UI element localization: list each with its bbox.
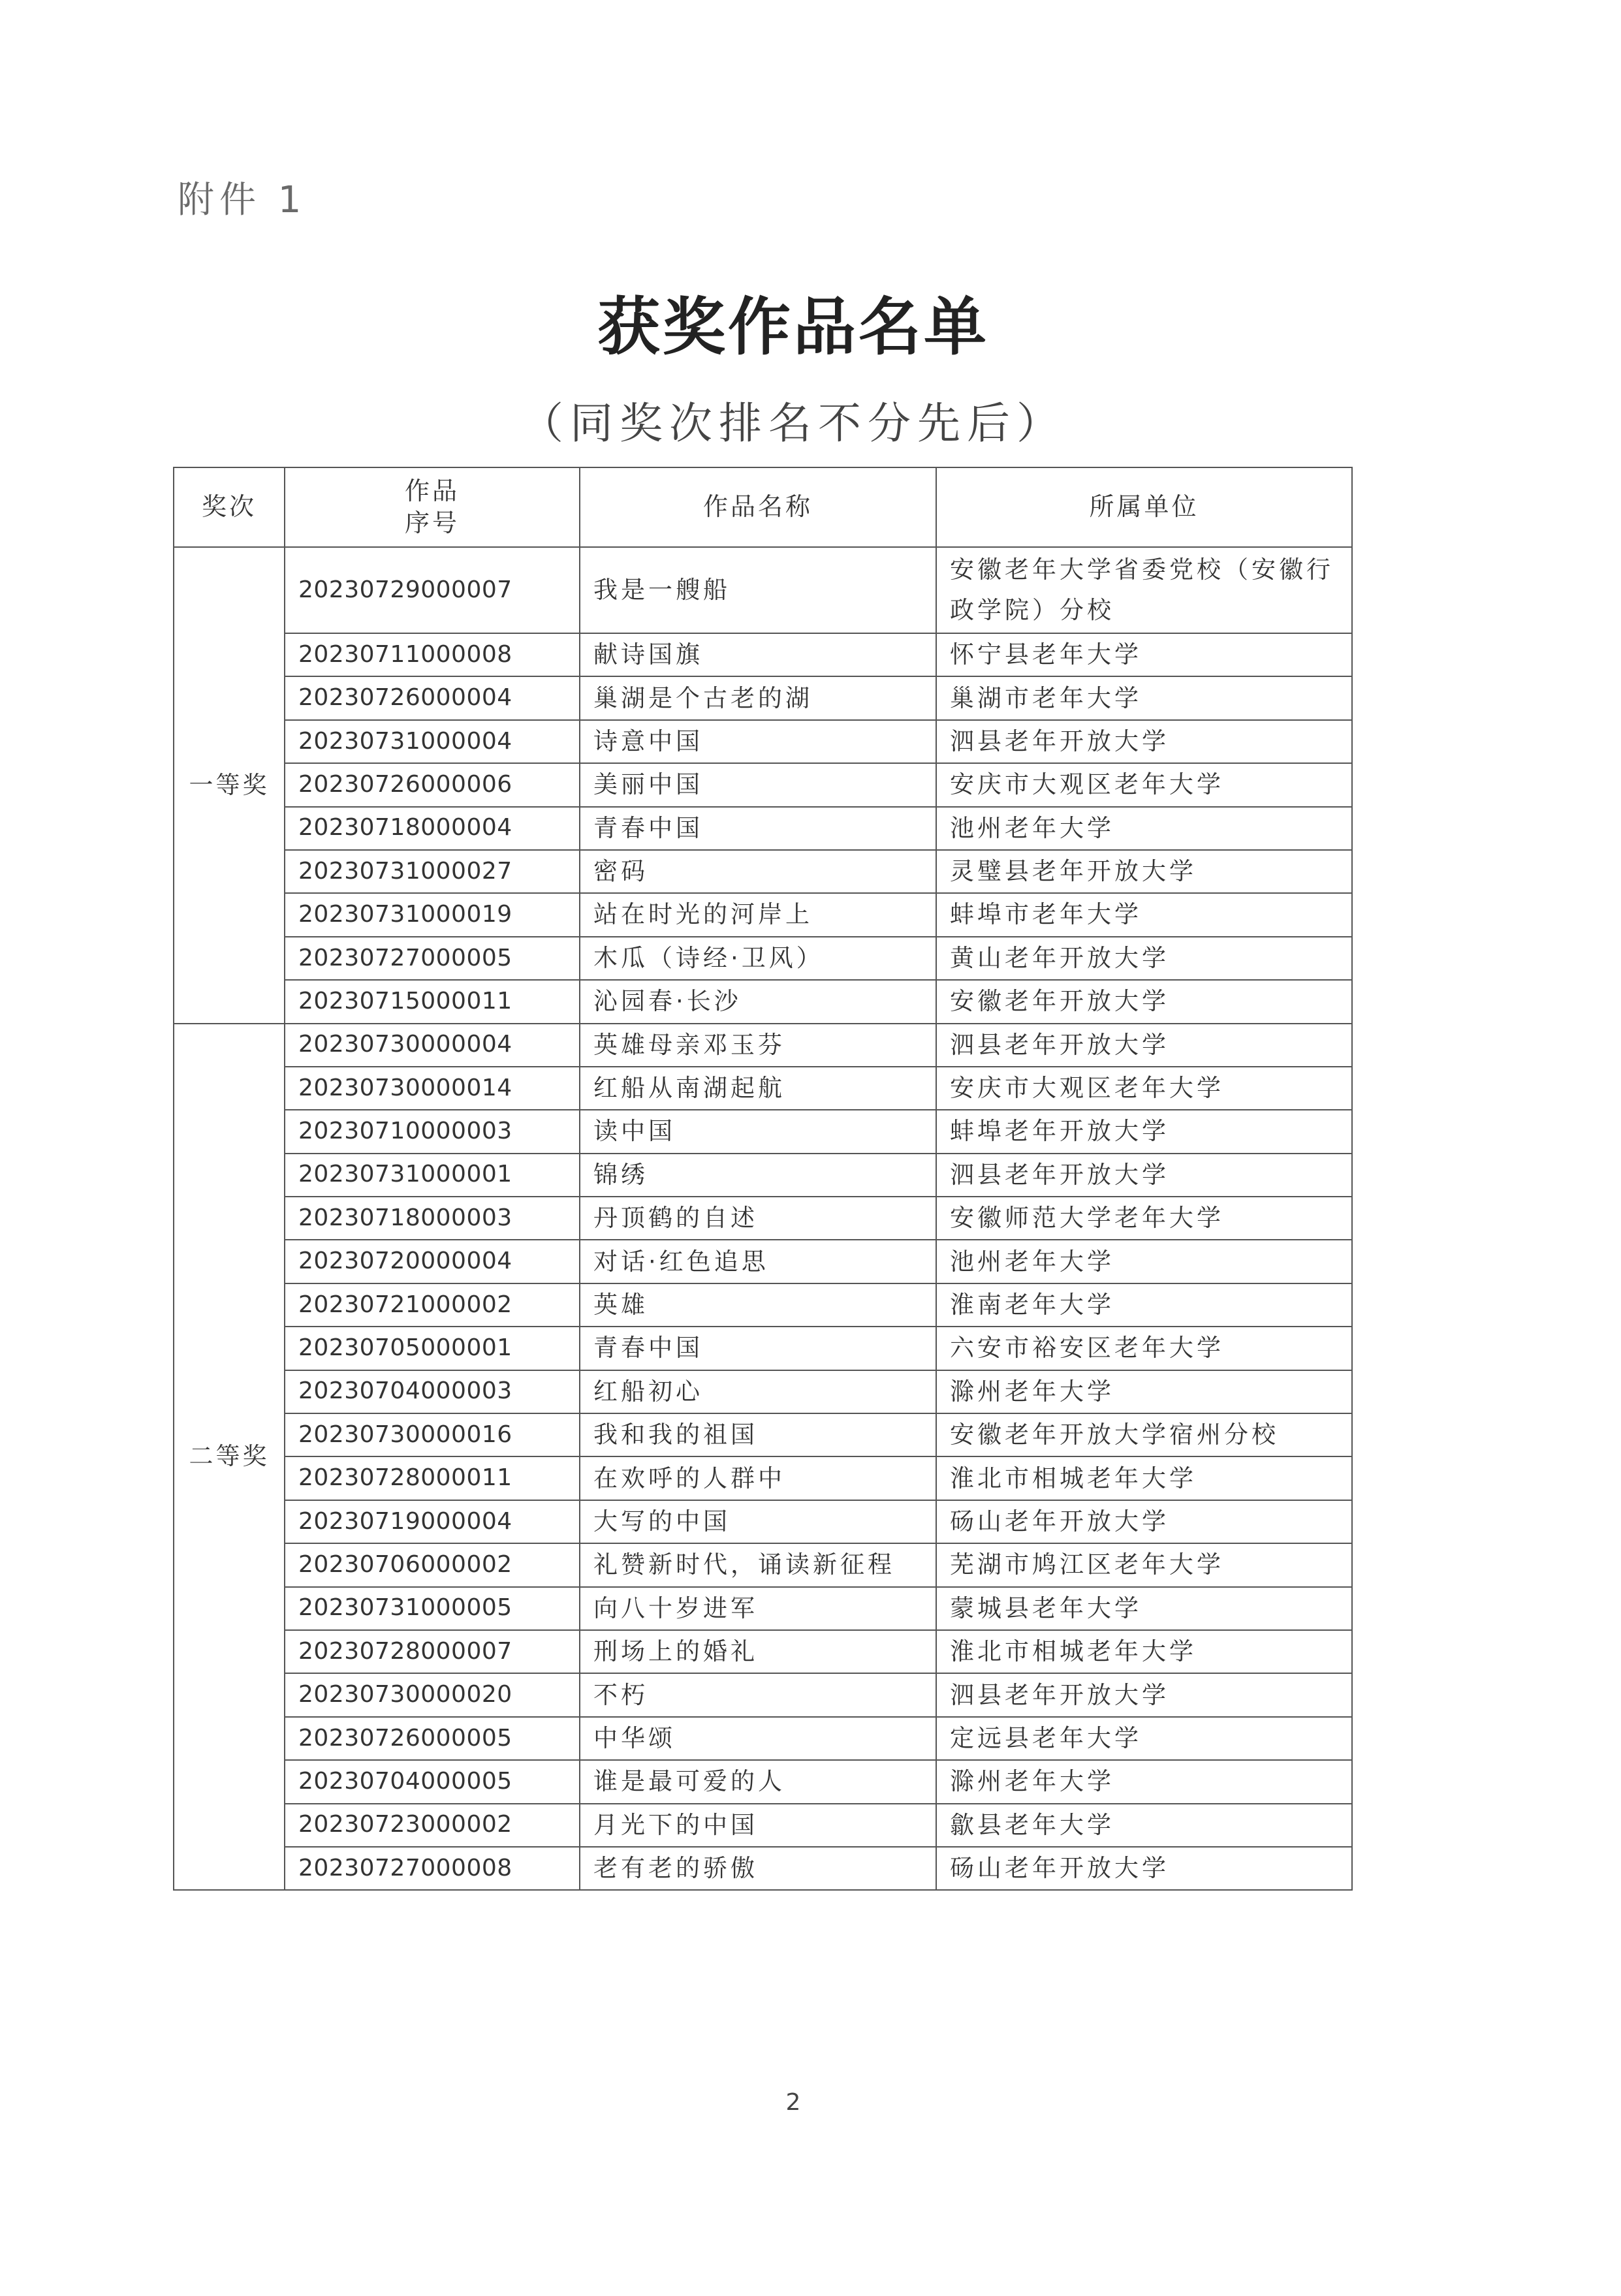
header-level: 奖次 bbox=[174, 467, 285, 547]
serial-cell: 20230730000014 bbox=[285, 1067, 580, 1110]
serial-cell: 20230705000001 bbox=[285, 1327, 580, 1370]
unit-cell: 砀山老年开放大学 bbox=[936, 1847, 1352, 1890]
table-row bbox=[174, 720, 1352, 763]
serial-cell: 20230715000011 bbox=[285, 980, 580, 1023]
unit-cell: 安徽老年大学省委党校（安徽行政学院）分校 bbox=[936, 547, 1352, 633]
work-title-cell: 老有老的骄傲 bbox=[580, 1847, 936, 1890]
table-body bbox=[174, 547, 1352, 1890]
table-row bbox=[174, 1760, 1352, 1803]
work-title-cell: 锦绣 bbox=[580, 1154, 936, 1197]
unit-cell: 滁州老年大学 bbox=[936, 1760, 1352, 1803]
document-title: 获奖作品名单 bbox=[597, 290, 989, 364]
work-title-cell: 密码 bbox=[580, 850, 936, 893]
work-title-cell: 诗意中国 bbox=[580, 720, 936, 763]
work-title-cell: 谁是最可爱的人 bbox=[580, 1760, 936, 1803]
work-title-cell: 不朽 bbox=[580, 1673, 936, 1716]
serial-cell: 20230731000005 bbox=[285, 1587, 580, 1630]
serial-cell: 20230730000020 bbox=[285, 1673, 580, 1716]
serial-cell: 20230706000002 bbox=[285, 1543, 580, 1586]
serial-cell: 20230719000004 bbox=[285, 1500, 580, 1543]
header-unit: 所属单位 bbox=[936, 467, 1352, 547]
table-row bbox=[174, 1154, 1352, 1197]
work-title-cell: 红船初心 bbox=[580, 1370, 936, 1413]
serial-cell: 20230704000003 bbox=[285, 1370, 580, 1413]
unit-cell: 黄山老年开放大学 bbox=[936, 937, 1352, 980]
unit-cell: 砀山老年开放大学 bbox=[936, 1500, 1352, 1543]
work-title-cell: 巢湖是个古老的湖 bbox=[580, 676, 936, 719]
serial-cell: 20230726000005 bbox=[285, 1717, 580, 1760]
unit-cell: 安徽师范大学老年大学 bbox=[936, 1197, 1352, 1240]
table-row bbox=[174, 1283, 1352, 1327]
serial-cell: 20230726000006 bbox=[285, 763, 580, 806]
header-work: 作品名称 bbox=[580, 467, 936, 547]
unit-cell: 灵璧县老年开放大学 bbox=[936, 850, 1352, 893]
serial-cell: 20230726000004 bbox=[285, 676, 580, 719]
table-row bbox=[174, 807, 1352, 850]
unit-cell: 淮北市相城老年大学 bbox=[936, 1456, 1352, 1500]
table-row bbox=[174, 1456, 1352, 1500]
unit-cell: 安徽老年开放大学 bbox=[936, 980, 1352, 1023]
table-row bbox=[174, 893, 1352, 936]
serial-cell: 20230720000004 bbox=[285, 1240, 580, 1283]
unit-cell: 蚌埠市老年大学 bbox=[936, 893, 1352, 936]
table-row bbox=[174, 980, 1352, 1023]
work-title-cell: 对话·红色追思 bbox=[580, 1240, 936, 1283]
table-row bbox=[174, 633, 1352, 676]
unit-cell: 淮南老年大学 bbox=[936, 1283, 1352, 1327]
unit-cell: 安庆市大观区老年大学 bbox=[936, 763, 1352, 806]
serial-cell: 20230731000004 bbox=[285, 720, 580, 763]
table-row bbox=[174, 1673, 1352, 1716]
header-serial bbox=[285, 467, 580, 547]
document-subtitle: （同奖次排名不分先后） bbox=[520, 398, 1066, 448]
table-row bbox=[174, 1110, 1352, 1153]
work-title-cell: 青春中国 bbox=[580, 1327, 936, 1370]
table-row bbox=[174, 763, 1352, 806]
unit-cell: 怀宁县老年大学 bbox=[936, 633, 1352, 676]
table-row bbox=[174, 1370, 1352, 1413]
serial-cell: 20230711000008 bbox=[285, 633, 580, 676]
serial-cell: 20230718000003 bbox=[285, 1197, 580, 1240]
work-title-cell: 读中国 bbox=[580, 1110, 936, 1153]
unit-cell: 芜湖市鸠江区老年大学 bbox=[936, 1543, 1352, 1586]
table-row bbox=[174, 1067, 1352, 1110]
work-title-cell: 红船从南湖起航 bbox=[580, 1067, 936, 1110]
work-title-cell: 站在时光的河岸上 bbox=[580, 893, 936, 936]
serial-cell: 20230731000001 bbox=[285, 1154, 580, 1197]
work-title-cell: 青春中国 bbox=[580, 807, 936, 850]
work-title-cell: 木瓜（诗经·卫风） bbox=[580, 937, 936, 980]
awards-table bbox=[173, 467, 1353, 1891]
unit-cell: 池州老年大学 bbox=[936, 1240, 1352, 1283]
serial-cell: 20230727000005 bbox=[285, 937, 580, 980]
header-serial-line1: 作品 bbox=[404, 476, 460, 505]
unit-cell: 泗县老年开放大学 bbox=[936, 1154, 1352, 1197]
table-row bbox=[174, 937, 1352, 980]
work-title-cell: 礼赞新时代，诵读新征程 bbox=[580, 1543, 936, 1586]
page-number: 2 bbox=[785, 2089, 801, 2116]
unit-cell: 蚌埠老年开放大学 bbox=[936, 1110, 1352, 1153]
work-title-cell: 在欢呼的人群中 bbox=[580, 1456, 936, 1500]
unit-cell: 淮北市相城老年大学 bbox=[936, 1630, 1352, 1673]
work-title-cell: 丹顶鹤的自述 bbox=[580, 1197, 936, 1240]
table-row bbox=[174, 676, 1352, 719]
serial-cell: 20230731000027 bbox=[285, 850, 580, 893]
table-row bbox=[174, 547, 1352, 633]
table-row bbox=[174, 1240, 1352, 1283]
table-row bbox=[174, 1717, 1352, 1760]
unit-cell: 滁州老年大学 bbox=[936, 1370, 1352, 1413]
table-row bbox=[174, 1630, 1352, 1673]
table-row bbox=[174, 1587, 1352, 1630]
header-serial-line2: 序号 bbox=[404, 509, 460, 537]
award-level-cell: 二等奖 bbox=[174, 1024, 285, 1891]
table-row bbox=[174, 1543, 1352, 1586]
unit-cell: 池州老年大学 bbox=[936, 807, 1352, 850]
unit-cell: 歙县老年大学 bbox=[936, 1804, 1352, 1847]
serial-cell: 20230728000007 bbox=[285, 1630, 580, 1673]
serial-cell: 20230721000002 bbox=[285, 1283, 580, 1327]
work-title-cell: 我是一艘船 bbox=[580, 547, 936, 633]
table-row bbox=[174, 1500, 1352, 1543]
work-title-cell: 向八十岁进军 bbox=[580, 1587, 936, 1630]
work-title-cell: 大写的中国 bbox=[580, 1500, 936, 1543]
serial-cell: 20230718000004 bbox=[285, 807, 580, 850]
serial-cell: 20230728000011 bbox=[285, 1456, 580, 1500]
table-row bbox=[174, 850, 1352, 893]
table-row bbox=[174, 1024, 1352, 1067]
unit-cell: 蒙城县老年大学 bbox=[936, 1587, 1352, 1630]
work-title-cell: 英雄 bbox=[580, 1283, 936, 1327]
award-level-cell: 一等奖 bbox=[174, 547, 285, 1024]
serial-cell: 20230710000003 bbox=[285, 1110, 580, 1153]
unit-cell: 泗县老年开放大学 bbox=[936, 1673, 1352, 1716]
unit-cell: 定远县老年大学 bbox=[936, 1717, 1352, 1760]
table-row bbox=[174, 1804, 1352, 1847]
table-header bbox=[174, 467, 1352, 547]
table-row bbox=[174, 1847, 1352, 1890]
work-title-cell: 刑场上的婚礼 bbox=[580, 1630, 936, 1673]
work-title-cell: 我和我的祖国 bbox=[580, 1413, 936, 1456]
serial-cell: 20230730000016 bbox=[285, 1413, 580, 1456]
work-title-cell: 月光下的中国 bbox=[580, 1804, 936, 1847]
work-title-cell: 献诗国旗 bbox=[580, 633, 936, 676]
unit-cell: 六安市裕安区老年大学 bbox=[936, 1327, 1352, 1370]
serial-cell: 20230723000002 bbox=[285, 1804, 580, 1847]
serial-cell: 20230731000019 bbox=[285, 893, 580, 936]
serial-cell: 20230729000007 bbox=[285, 547, 580, 633]
table-row bbox=[174, 1327, 1352, 1370]
work-title-cell: 英雄母亲邓玉芬 bbox=[580, 1024, 936, 1067]
work-title-cell: 美丽中国 bbox=[580, 763, 936, 806]
unit-cell: 安庆市大观区老年大学 bbox=[936, 1067, 1352, 1110]
attachment-label: 附件 1 bbox=[178, 179, 307, 221]
work-title-cell: 中华颂 bbox=[580, 1717, 936, 1760]
header-row bbox=[174, 467, 1352, 547]
unit-cell: 泗县老年开放大学 bbox=[936, 720, 1352, 763]
table-row bbox=[174, 1197, 1352, 1240]
unit-cell: 安徽老年开放大学宿州分校 bbox=[936, 1413, 1352, 1456]
unit-cell: 泗县老年开放大学 bbox=[936, 1024, 1352, 1067]
work-title-cell: 沁园春·长沙 bbox=[580, 980, 936, 1023]
table-row bbox=[174, 1413, 1352, 1456]
serial-cell: 20230730000004 bbox=[285, 1024, 580, 1067]
unit-cell: 巢湖市老年大学 bbox=[936, 676, 1352, 719]
serial-cell: 20230704000005 bbox=[285, 1760, 580, 1803]
serial-cell: 20230727000008 bbox=[285, 1847, 580, 1890]
